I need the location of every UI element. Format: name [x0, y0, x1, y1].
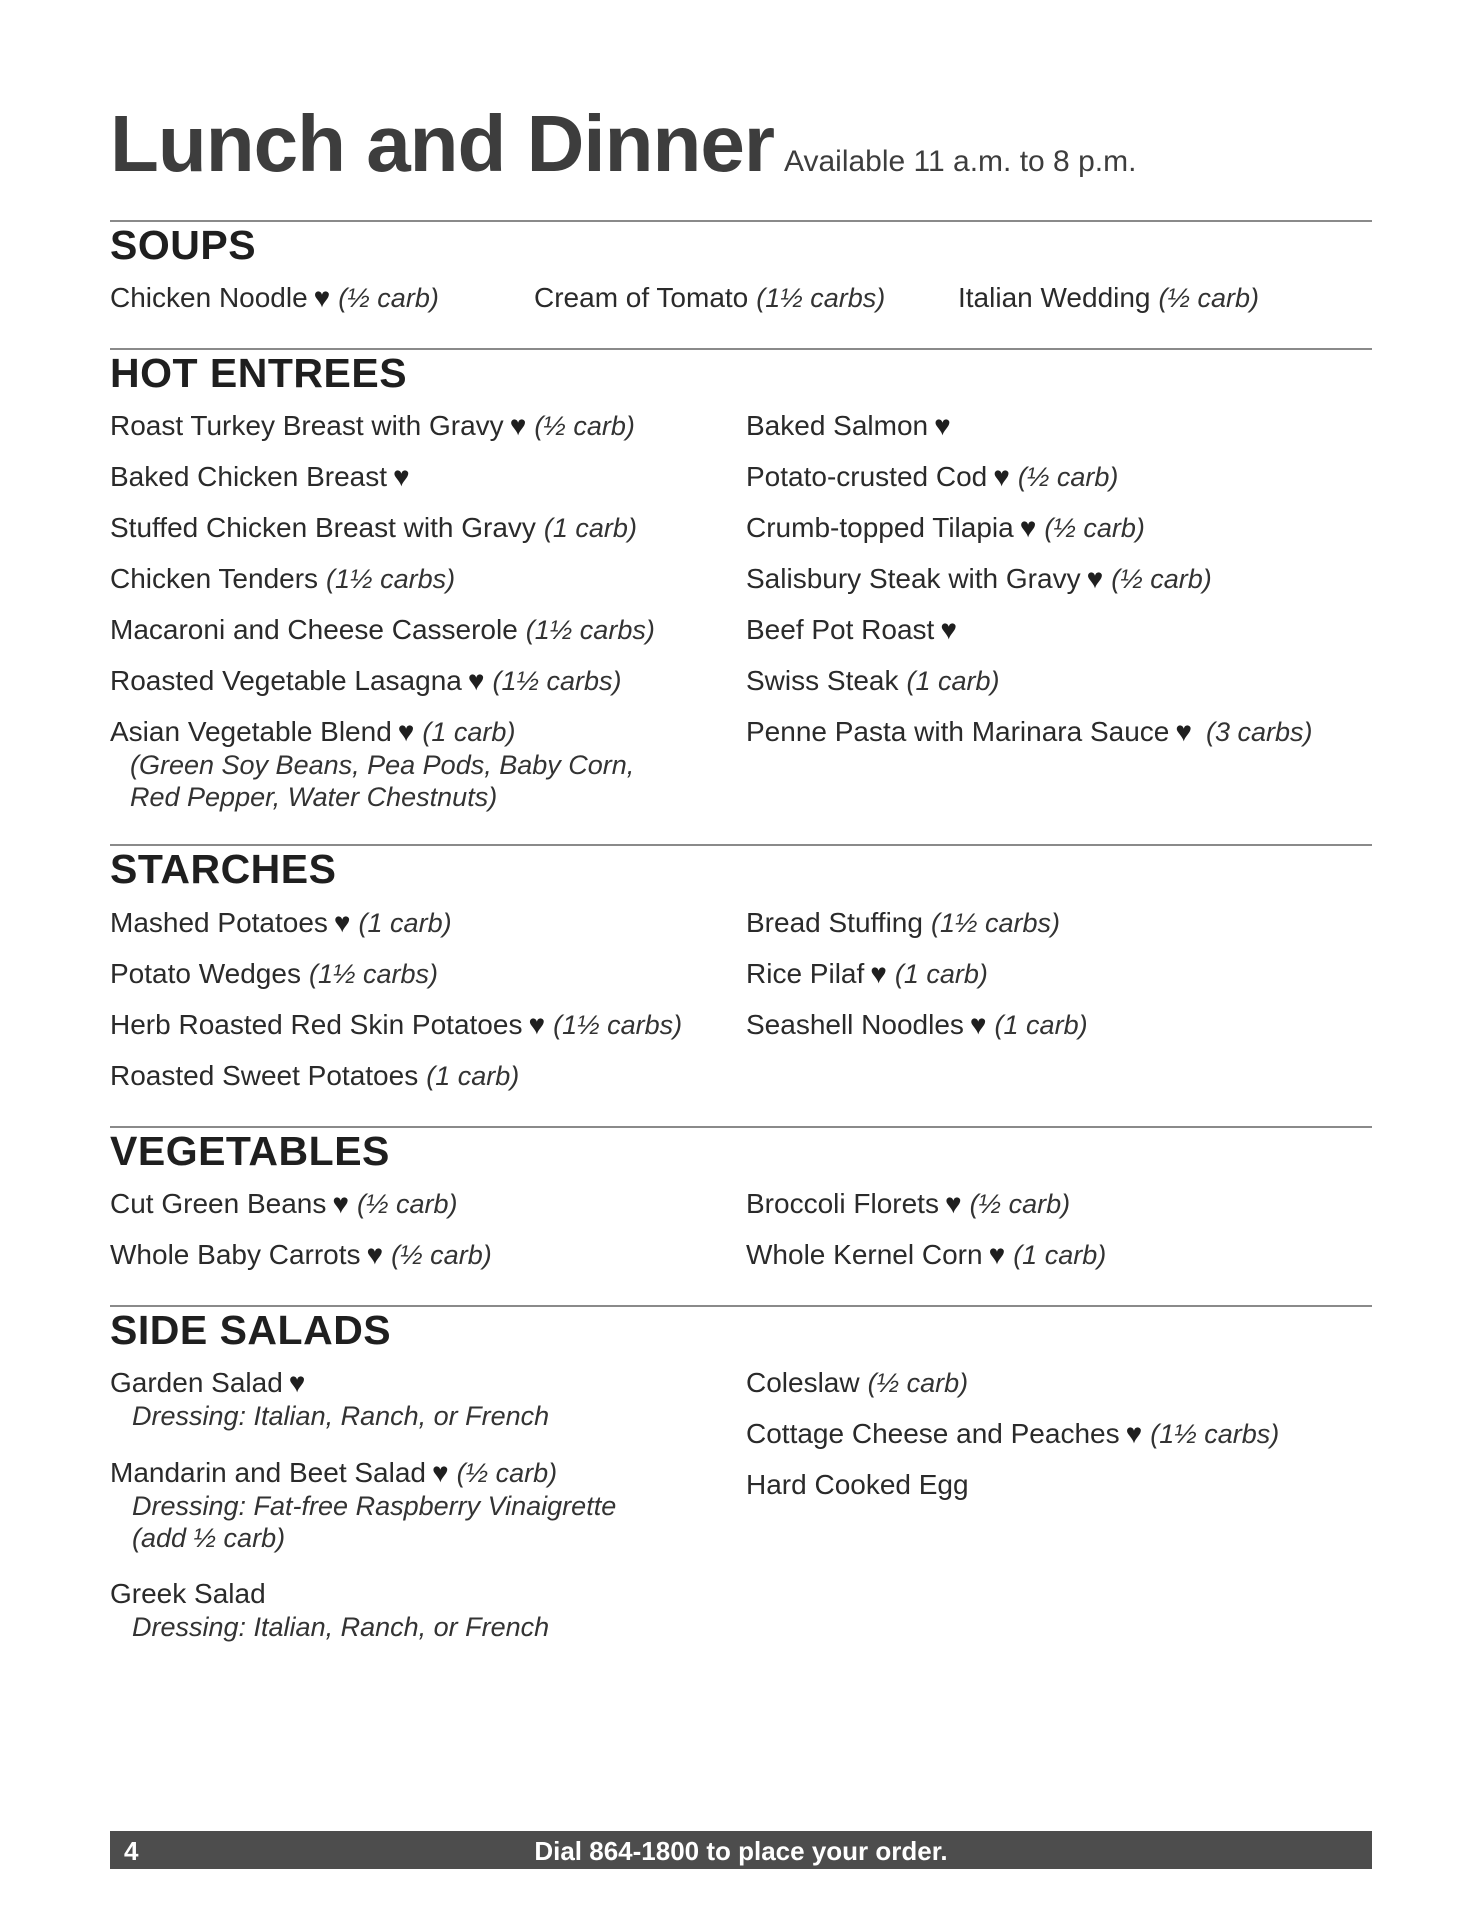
heart-healthy-icon: ♥	[509, 410, 527, 441]
carb-count: (½ carb)	[1044, 513, 1145, 543]
item-name: Coleslaw	[746, 1367, 860, 1398]
menu-item	[746, 906, 1060, 940]
page-number: 4	[124, 1836, 139, 1866]
footer-bar	[110, 1831, 1372, 1869]
menu-item	[746, 460, 1118, 494]
menu-item	[110, 281, 439, 315]
heart-healthy-icon: ♥	[1086, 563, 1104, 594]
carb-count: (½ carb)	[867, 1368, 969, 1398]
section-heading-soups: SOUPS	[110, 222, 257, 268]
item-name: Whole Baby Carrots	[110, 1239, 361, 1270]
menu-item	[746, 1468, 969, 1502]
item-name: Cut Green Beans	[110, 1188, 327, 1219]
carb-count: (½ carb)	[338, 283, 439, 313]
menu-item	[534, 281, 885, 315]
item-name: Whole Kernel Corn	[746, 1239, 983, 1270]
carb-count: (½ carb)	[456, 1458, 558, 1488]
carb-count: (1 carb)	[426, 1061, 520, 1091]
item-name: Roasted Vegetable Lasagna	[110, 665, 462, 696]
item-name: Seashell Noodles	[746, 1009, 964, 1040]
carb-count: (1½ carbs)	[492, 666, 622, 696]
item-name: Penne Pasta with Marinara Sauce	[746, 716, 1170, 747]
carb-count: (½ carb)	[1111, 564, 1212, 594]
item-name: Beef Pot Roast	[746, 614, 935, 645]
heart-healthy-icon: ♥	[870, 958, 887, 989]
menu-item	[110, 562, 455, 596]
menu-item	[746, 613, 957, 647]
menu-item	[110, 1008, 682, 1042]
item-name: Potato Wedges	[110, 958, 301, 989]
dressing-options: Dressing: Italian, Ranch, or French	[132, 1612, 550, 1642]
carb-count: (3 carbs)	[1205, 717, 1313, 747]
item-name: Mandarin and Beet Salad	[110, 1457, 426, 1488]
carb-count: (1 carb)	[994, 1010, 1088, 1040]
item-name: Baked Salmon	[746, 410, 929, 441]
menu-item	[110, 1187, 458, 1221]
section-heading-hot-entrees: HOT ENTREES	[110, 350, 408, 396]
menu-item	[746, 511, 1145, 545]
menu-item	[110, 957, 438, 991]
menu-item	[746, 1187, 1070, 1221]
carb-count: (½ carb)	[1158, 283, 1260, 313]
dressing-options: Dressing: Italian, Ranch, or French	[132, 1401, 550, 1431]
carb-count: (1 carb)	[358, 908, 452, 938]
page-title: Lunch and Dinner	[110, 99, 774, 188]
heart-healthy-icon: ♥	[969, 1009, 987, 1040]
heart-healthy-icon: ♥	[432, 1457, 449, 1488]
carb-count: (½ carb)	[1017, 462, 1119, 492]
item-name: Cottage Cheese and Peaches	[746, 1418, 1120, 1449]
heart-healthy-icon: ♥	[528, 1009, 546, 1040]
item-description: Red Pepper, Water Chestnuts)	[130, 782, 498, 812]
page-header	[110, 98, 1136, 190]
order-phone-text: Dial 864-1800 to place your order.	[534, 1836, 948, 1866]
item-name: Crumb-topped Tilapia	[746, 512, 1014, 543]
menu-page	[110, 0, 1372, 1920]
section-divider	[110, 220, 1372, 222]
heart-healthy-icon: ♥	[288, 1367, 306, 1398]
menu-item	[746, 409, 951, 443]
menu-item	[746, 562, 1212, 596]
carb-count: (½ carb)	[356, 1189, 458, 1219]
menu-item	[110, 1059, 519, 1093]
heart-healthy-icon: ♥	[313, 282, 331, 313]
item-name: Swiss Steak	[746, 665, 899, 696]
section-heading-vegetables: VEGETABLES	[110, 1128, 390, 1174]
dressing-carb-note: (add ½ carb)	[132, 1523, 286, 1553]
carb-count: (1½ carbs)	[525, 615, 655, 645]
menu-item	[746, 1008, 1088, 1042]
item-name: Macaroni and Cheese Casserole	[110, 614, 518, 645]
dressing-options: Dressing: Fat-free Raspberry Vinaigrette	[132, 1491, 617, 1521]
carb-count: (½ carb)	[534, 411, 635, 441]
item-name: Greek Salad	[110, 1578, 266, 1609]
item-name: Italian Wedding	[958, 282, 1151, 313]
carb-count: (1½ carbs)	[326, 564, 456, 594]
carb-count: (1 carb)	[906, 666, 1000, 696]
carb-count: (½ carb)	[391, 1240, 492, 1270]
item-name: Chicken Tenders	[110, 563, 319, 594]
item-name: Roast Turkey Breast with Gravy	[110, 410, 504, 441]
item-name: Baked Chicken Breast	[110, 461, 388, 492]
heart-healthy-icon: ♥	[988, 1239, 1006, 1270]
menu-item	[110, 1366, 549, 1432]
menu-item	[746, 1366, 968, 1400]
item-name: Stuffed Chicken Breast with Gravy	[110, 512, 536, 543]
item-name: Roasted Sweet Potatoes	[110, 1060, 419, 1091]
heart-healthy-icon: ♥	[940, 614, 957, 645]
item-name: Cream of Tomato	[534, 282, 749, 313]
section-heading-starches: STARCHES	[110, 846, 337, 892]
item-name: Herb Roasted Red Skin Potatoes	[110, 1009, 523, 1040]
heart-healthy-icon: ♥	[393, 461, 410, 492]
carb-count: (1½ carbs)	[756, 283, 886, 313]
carb-count: (1½ carbs)	[308, 959, 438, 989]
heart-healthy-icon: ♥	[333, 907, 351, 938]
menu-item	[746, 1238, 1106, 1272]
heart-healthy-icon: ♥	[1175, 716, 1192, 747]
heart-healthy-icon: ♥	[397, 716, 415, 747]
heart-healthy-icon: ♥	[934, 410, 951, 441]
carb-count: (1 carb)	[422, 717, 516, 747]
menu-item	[110, 1577, 549, 1643]
availability-text: Available 11 a.m. to 8 p.m.	[784, 145, 1137, 178]
item-name: Garden Salad	[110, 1367, 283, 1398]
item-name: Rice Pilaf	[746, 958, 865, 989]
menu-item	[746, 957, 988, 991]
carb-count: (1½ carbs)	[1150, 1419, 1280, 1449]
menu-item	[746, 715, 1313, 749]
menu-item	[746, 1417, 1279, 1451]
menu-item	[110, 664, 622, 698]
item-name: Bread Stuffing	[746, 907, 923, 938]
item-name: Mashed Potatoes	[110, 907, 328, 938]
carb-count: (1½ carbs)	[553, 1010, 683, 1040]
carb-count: (1 carb)	[543, 513, 637, 543]
carb-count: (1½ carbs)	[930, 908, 1060, 938]
item-name: Broccoli Florets	[746, 1188, 939, 1219]
item-name: Salisbury Steak with Gravy	[746, 563, 1081, 594]
menu-item	[746, 664, 1000, 698]
heart-healthy-icon: ♥	[467, 665, 485, 696]
section-heading-side-salads: SIDE SALADS	[110, 1307, 392, 1353]
heart-healthy-icon: ♥	[1125, 1418, 1143, 1449]
item-name: Hard Cooked Egg	[746, 1469, 969, 1500]
menu-item	[110, 1238, 492, 1272]
menu-item	[110, 613, 655, 647]
menu-item	[110, 715, 634, 813]
heart-healthy-icon: ♥	[944, 1188, 962, 1219]
item-name: Asian Vegetable Blend	[110, 716, 392, 747]
carb-count: (1 carb)	[1013, 1240, 1107, 1270]
carb-count: (1 carb)	[894, 959, 988, 989]
carb-count: (½ carb)	[969, 1189, 1071, 1219]
item-name: Chicken Noodle	[110, 282, 308, 313]
menu-item	[110, 409, 635, 443]
heart-healthy-icon: ♥	[366, 1239, 384, 1270]
menu-item	[110, 511, 637, 545]
menu-item	[110, 906, 452, 940]
heart-healthy-icon: ♥	[332, 1188, 349, 1219]
menu-item	[110, 460, 410, 494]
menu-item	[110, 1456, 616, 1554]
heart-healthy-icon: ♥	[993, 461, 1010, 492]
item-description: (Green Soy Beans, Pea Pods, Baby Corn,	[130, 750, 635, 780]
item-name: Potato-crusted Cod	[746, 461, 988, 492]
heart-healthy-icon: ♥	[1019, 512, 1037, 543]
menu-item	[958, 281, 1259, 315]
